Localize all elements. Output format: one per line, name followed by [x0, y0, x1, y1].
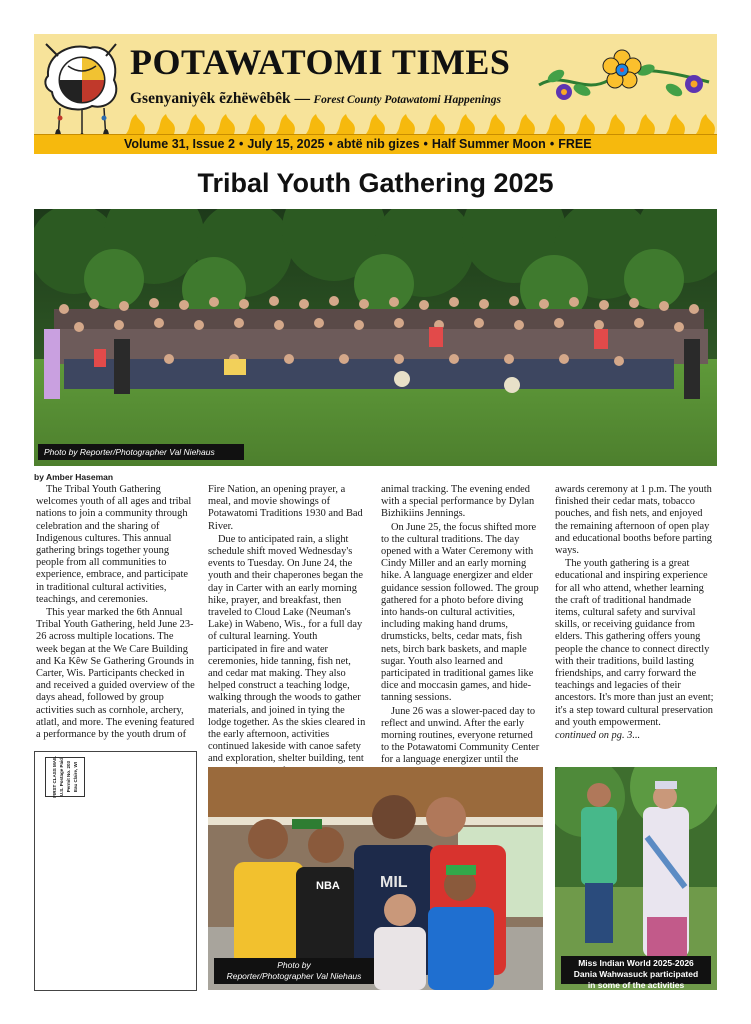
continued-link[interactable]: continued on pg. 3... — [555, 730, 641, 742]
article-column-3 — [381, 484, 541, 768]
caption-line: Miss Indian World 2025-2026 — [578, 958, 694, 968]
paragraph: June 26 was a slower-paced day to reflect and unwind. After the early morning routines, everyone returned to the Potawatomi Community Center for a language energizer until the — [381, 705, 540, 766]
native-title: Gsenyaniyêk ẽzhëwêbêk — — [130, 90, 310, 107]
issue-date: July 15, 2025 — [247, 137, 325, 151]
article-column-2 — [208, 484, 368, 791]
masthead — [34, 34, 717, 154]
family-photo — [208, 767, 543, 990]
issue-price: FREE — [558, 137, 592, 151]
paragraph: Due to anticipated rain, a slight schedule shift moved Wednesday's events to Tuesday. On June 24, the youth and their chaperones began the day in Carter with an early morning hike, prayer, and breakfast, then traveled to Cloud Lake (Neuman's Lake) in Wabeno, Wis., for a full day of cultural learning. Youth participated in fire and water ceremonies, hide tanning, fish net, and cedar mat making. They also helped construct a teaching lodge, walking through the woods to gather materials, and joined in tying the lodge together. As the skies cleared in the early afternoon, activities continued lakeside with canoe safety and exploration, shelter building, tent — [208, 533, 366, 765]
article-headline: Tribal Youth Gathering 2025 — [197, 168, 554, 198]
miss-indian-world-caption — [561, 956, 711, 990]
newspaper-title: POTAWATOMI TIMES — [130, 42, 511, 82]
caption-line: Reporter/Photographer Val Niehaus — [226, 971, 362, 981]
newspaper-subtitle — [130, 90, 590, 108]
caption-line: Photo by — [277, 960, 311, 970]
postage-line: U.S. Postage Paid — [59, 757, 64, 797]
issue-volume: Volume 31, Issue 2 — [124, 137, 235, 151]
paragraph: This year marked the 6th Annual Tribal Youth Gathering, held June 23-26 across multiple locations. The week began at the We Care Building and Ka Kêw Se Gathering Grounds in Carter, Wis. Participants checked in and received a guided overview of the days ahead, followed by group activities such as cornhole, archery, atlatl, and more. The evening featured a performance by the youth drum of — [36, 607, 195, 741]
postage-line: Permit No. 203 — [66, 761, 71, 793]
tagline: Forest County Potawatomi Happenings — [313, 94, 502, 106]
article-column-1 — [36, 484, 196, 742]
postage-line: FIRST CLASS MAIL — [52, 756, 57, 798]
paragraph: On June 25, the focus shifted more to the cultural traditions. The day opened with a Water Ceremony with Cindy Miller and an early morning hike. A language energizer and elder guidance session followed. The group gathered for a photo before diving into hands-on cultural activities, including making hand drums, drumsticks, belts, cedar mats, fish nets, birch bark baskets, and maple sugar. Youth also learned and participated in traditional games like dice and moccasin games, and hide-tanning sessions. — [381, 521, 539, 704]
floral-beadwork-icon — [534, 40, 714, 110]
group-photo — [34, 209, 717, 466]
postage-indicia — [45, 757, 85, 797]
flame-band-icon — [126, 112, 717, 134]
mil-shirt-text: MIL — [380, 874, 408, 891]
paragraph: The youth gathering is a great educational and inspiring experience for all who attend, whether learning the craft of traditional handmade items, cultural safety and survival skills, or receiving guidance from elders. This gathering offers young people the chance to connect directly with their traditions, build lasting friendships, and carry forward the teachings and legacies of their ancestors. It's more than just an event; it's a step toward cultural preservation and youth empowerment. — [555, 558, 714, 728]
paragraph: awards ceremony at 1 p.m. The youth finished their cedar mats, tobacco pouches, and fish nets, and enjoyed the remaining afternoon of open play and educational booths before parting ways. — [555, 484, 712, 557]
issue-info-bar: Volume 31, Issue 2 • July 15, 2025 • abtë nib gizes • Half Summer Moon • FREE — [34, 134, 717, 154]
issue-native-month: abtë nib gizes — [336, 137, 420, 151]
issue-moon: Half Summer Moon — [431, 137, 546, 151]
paragraph: The Tribal Youth Gathering welcomes youth of all ages and tribal nations to join a community through celebration and the sharing of Indigenous cultures. This annual gathering brings together young people from all communities to experience, embrace, and participate in traditional cultural activities, teachings, and ceremonies. — [36, 484, 192, 605]
postage-line: Eau Claire, WI — [73, 761, 78, 792]
paragraph: animal tracking. The evening ended with a special performance by Dylan Bizhikiins Jennings. — [381, 484, 535, 520]
medicine-wheel-logo-icon — [38, 36, 126, 148]
article-column-4 — [555, 484, 715, 743]
caption-line: Dania Wahwasuck participated — [573, 969, 699, 979]
caption-line: in some of the activities — [587, 980, 685, 990]
mailing-label-box — [34, 751, 197, 991]
paragraph: Fire Nation, an opening prayer, a meal, and movie showings of Potawatomi Traditions 1930 and Bad River. — [208, 484, 363, 532]
family-photo-caption — [214, 958, 374, 984]
main-photo-caption: Photo by Reporter/Photographer Val Niehaus — [38, 444, 244, 460]
byline: by Amber Haseman — [34, 472, 114, 482]
miss-indian-world-photo — [555, 767, 717, 990]
nba-shirt-text: NBA — [316, 880, 340, 892]
